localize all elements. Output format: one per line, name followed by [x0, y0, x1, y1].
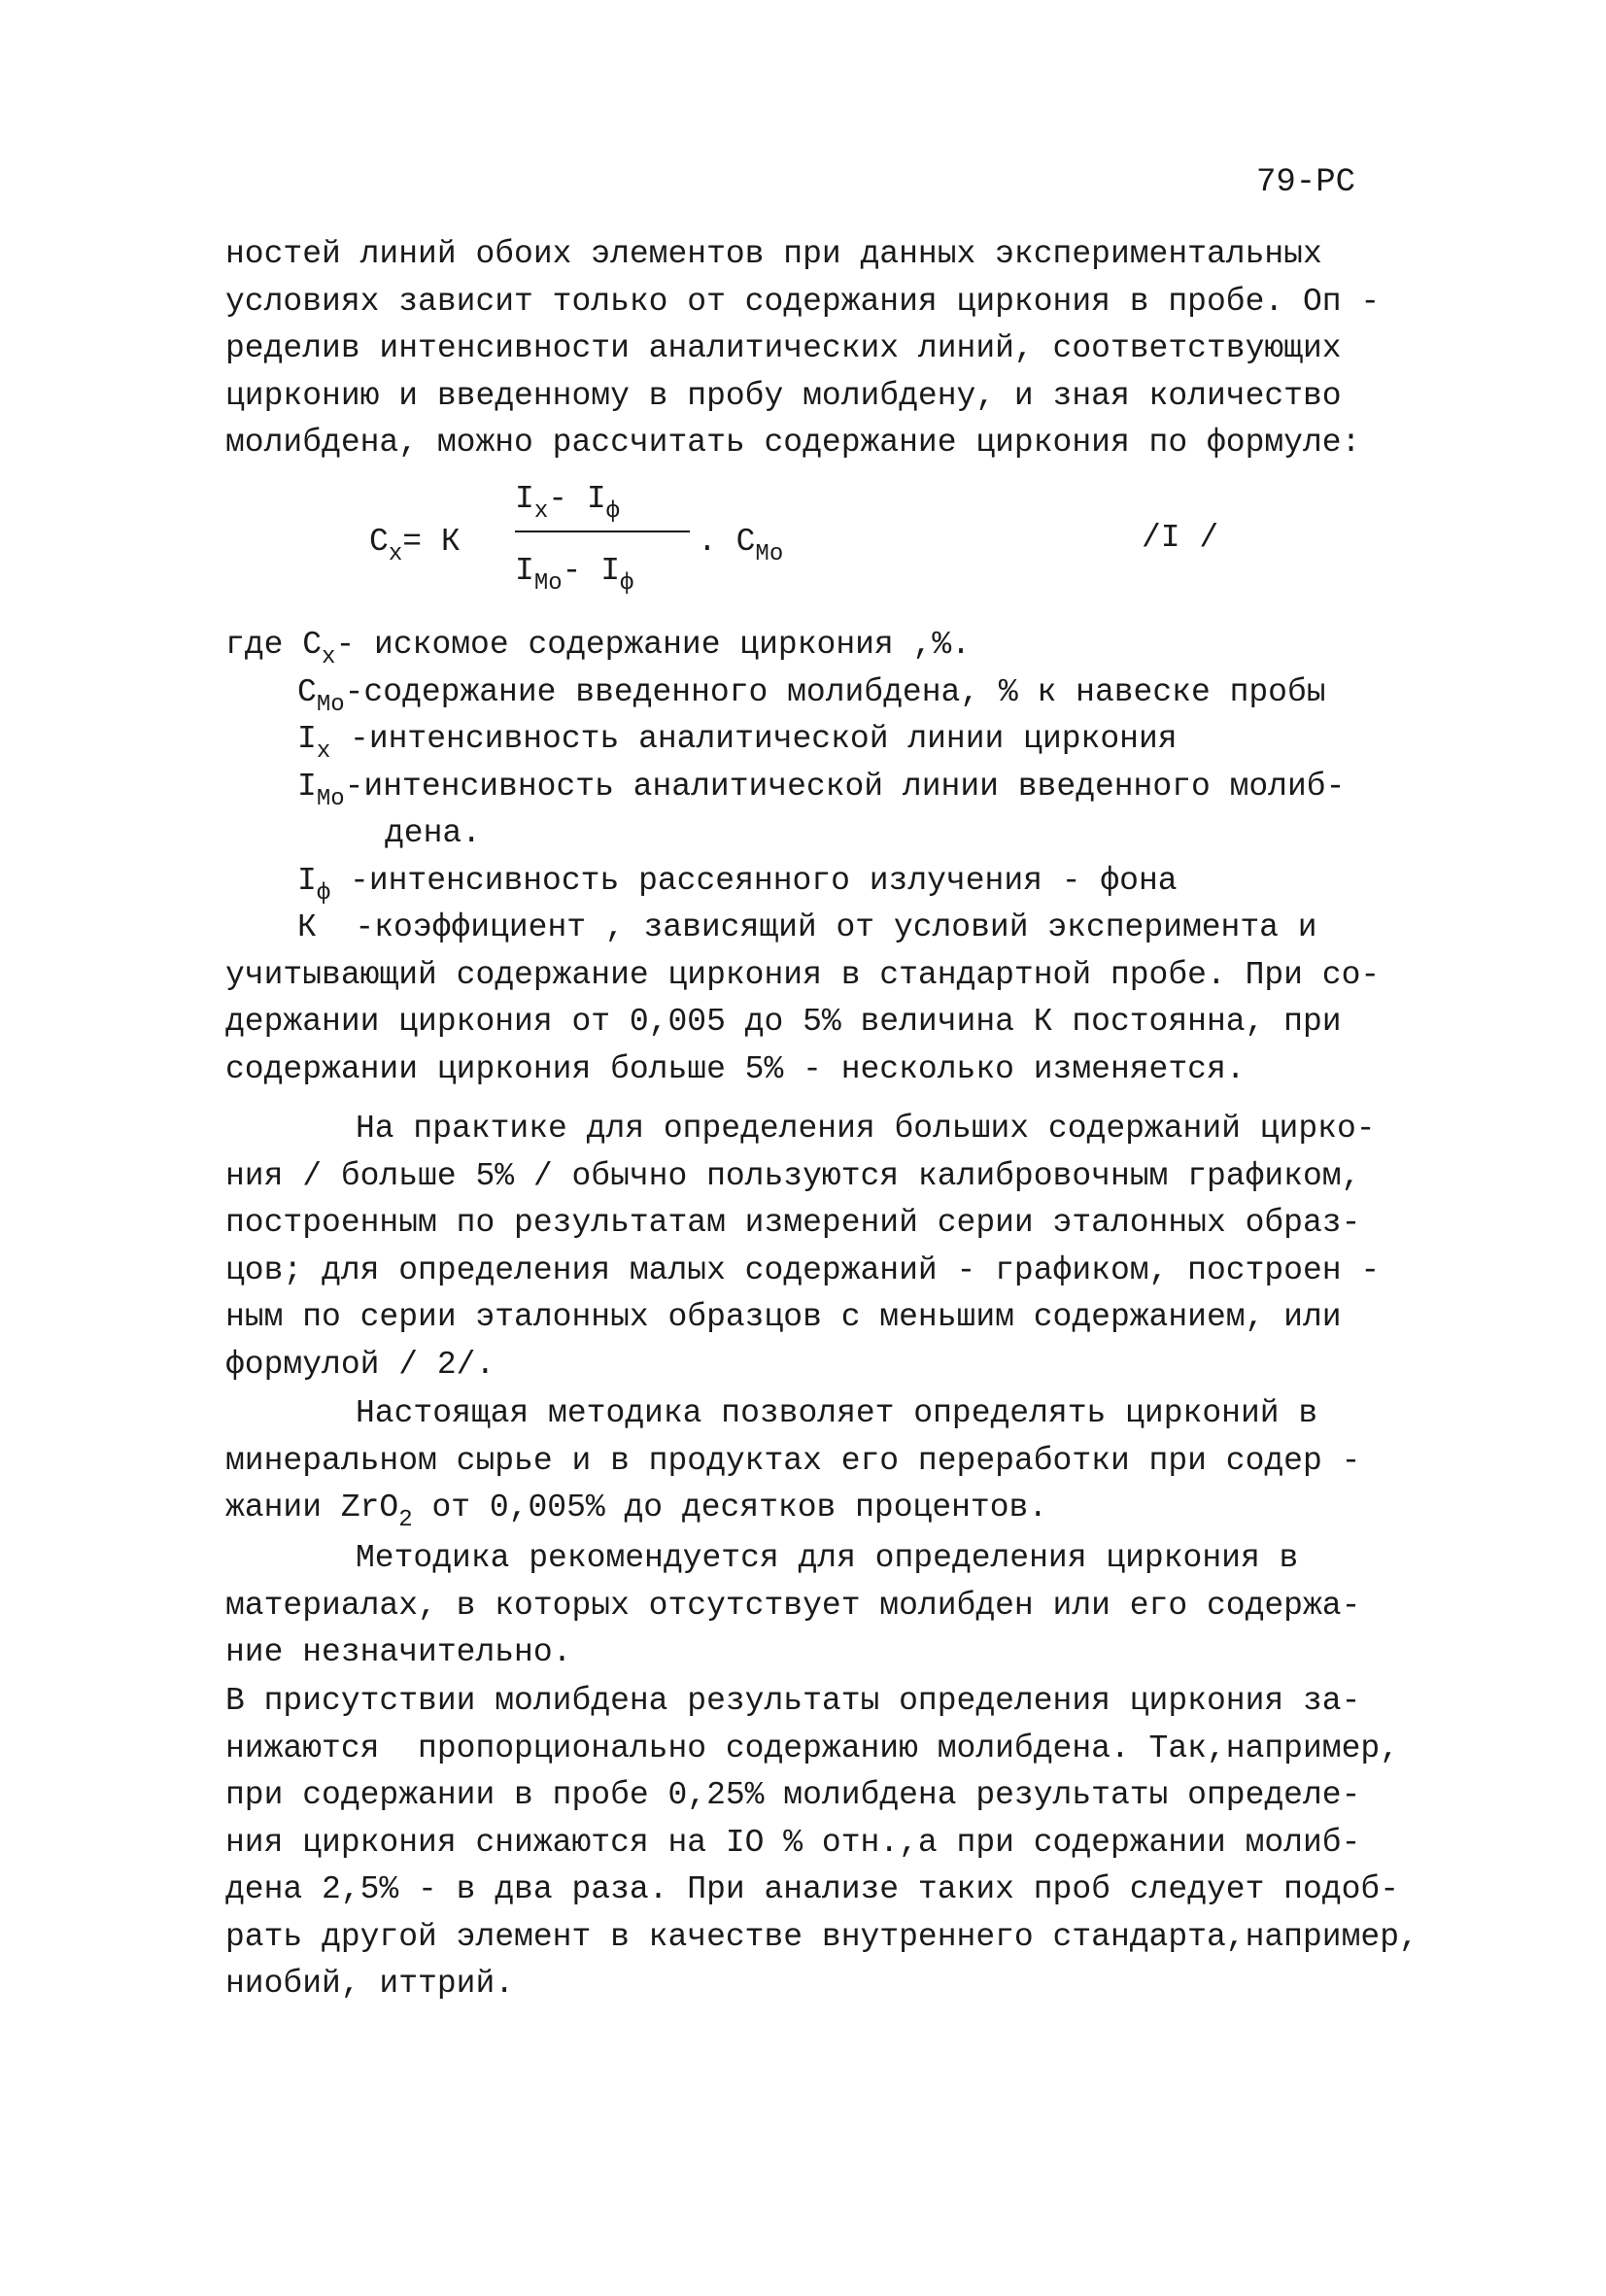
- formula-denominator: $I_{Mo}-$ $I_ф$: [515, 553, 634, 597]
- text-line: минеральном сырье и в продуктах его переработки при содер -: [225, 1442, 1361, 1479]
- text-line: Настоящая методика позволяет определять цирконий в: [356, 1395, 1318, 1431]
- formula-right: . $C_{Mo}$: [698, 524, 784, 567]
- equation-number: /I /: [1142, 520, 1219, 556]
- text-line: рать другой элемент в качестве внутреннего стандарта,например,: [225, 1918, 1418, 1955]
- text-line: В присутствии молибдена результаты определения циркония за-: [225, 1683, 1361, 1719]
- paragraph-2: [225, 1106, 1430, 1388]
- formula-left: $C_x= К$: [369, 524, 461, 567]
- text-line: Методика рекомендуется для определения циркония в: [356, 1540, 1299, 1576]
- paragraph-3: [225, 1390, 1430, 1532]
- definition-line: дена.: [385, 815, 482, 851]
- formula-numerator: $I_x-$ $I_ф$: [515, 481, 621, 525]
- definitions: [225, 622, 1430, 1093]
- fraction-bar: [515, 531, 690, 532]
- text-line: молибдена, можно рассчитать содержание циркония по формуле:: [225, 425, 1361, 461]
- text-line: цирконию и введенному в пробу молибдену, и зная количество: [225, 377, 1342, 414]
- text-line: ным по серии эталонных образцов с меньшим содержанием, или: [225, 1299, 1342, 1335]
- definition-line: $I_x$ -интенсивность аналитической линии циркония: [297, 721, 1178, 765]
- text-line: построенным по результатам измерений серии эталонных образ-: [225, 1205, 1361, 1241]
- text-line: условиях зависит только от содержания циркония в пробе. Оп -: [225, 283, 1381, 320]
- page-number: 79-РС: [1256, 164, 1356, 201]
- text-line: ностей линий обоих элементов при данных экспериментальных: [225, 236, 1322, 272]
- text-line: формулой / 2/.: [225, 1346, 495, 1383]
- text-line: при содержании в пробе 0,25% молибдена результаты определе-: [225, 1777, 1361, 1813]
- text-line: ния / больше 5% / обычно пользуются калибровочным графиком,: [225, 1157, 1361, 1194]
- definition-line: где $C_x-$ искомое содержание циркония ,%.: [225, 627, 971, 670]
- text-line: ниобий, иттрий.: [225, 1966, 515, 2002]
- text-line: учитывающий содержание циркония в стандартной пробе. При со-: [225, 956, 1381, 993]
- text-line: ределив интенсивности аналитических линий, соответствующих: [225, 330, 1342, 366]
- text-line: нижаются пропорционально содержанию молибдена. Так,например,: [225, 1730, 1399, 1766]
- intro-paragraph: [225, 231, 1430, 467]
- definition-line: $I_ф$ -интенсивность рассеянного излучения - фона: [297, 862, 1178, 907]
- text-line: дена 2,5% - в два раза. При анализе таких проб следует подоб-: [225, 1871, 1399, 1907]
- formula: [369, 476, 1244, 612]
- text-line: держании циркония от 0,005 до 5% величина К постоянна, при: [225, 1004, 1342, 1040]
- definition-line: $I_{Mo}$-интенсивность аналитической линии введенного молиб-: [297, 768, 1346, 812]
- text-line: материалах, в которых отсутствует молибден или его содержа-: [225, 1587, 1361, 1624]
- text-line: жании ZrO$_2$ от 0,005% до десятков процентов.: [225, 1490, 1048, 1533]
- definition-line: К -коэффициент , зависящий от условий эксперимента и: [297, 909, 1317, 945]
- text-line: ние незначительно.: [225, 1634, 572, 1670]
- text-line: цов; для определения малых содержаний - графиком, построен -: [225, 1251, 1381, 1288]
- text-line: содержании циркония больше 5% - несколько изменяется.: [225, 1050, 1246, 1087]
- text-line: На практике для определения больших содержаний цирко-: [356, 1111, 1376, 1147]
- paragraph-4: [225, 1535, 1430, 1677]
- paragraph-5: [225, 1678, 1430, 2008]
- definition-line: $C_{Mo}$-содержание введенного молибдена, % к навеске пробы: [297, 673, 1326, 718]
- text-line: ния циркония снижаются на IO % отн.,а при содержании молиб-: [225, 1824, 1361, 1861]
